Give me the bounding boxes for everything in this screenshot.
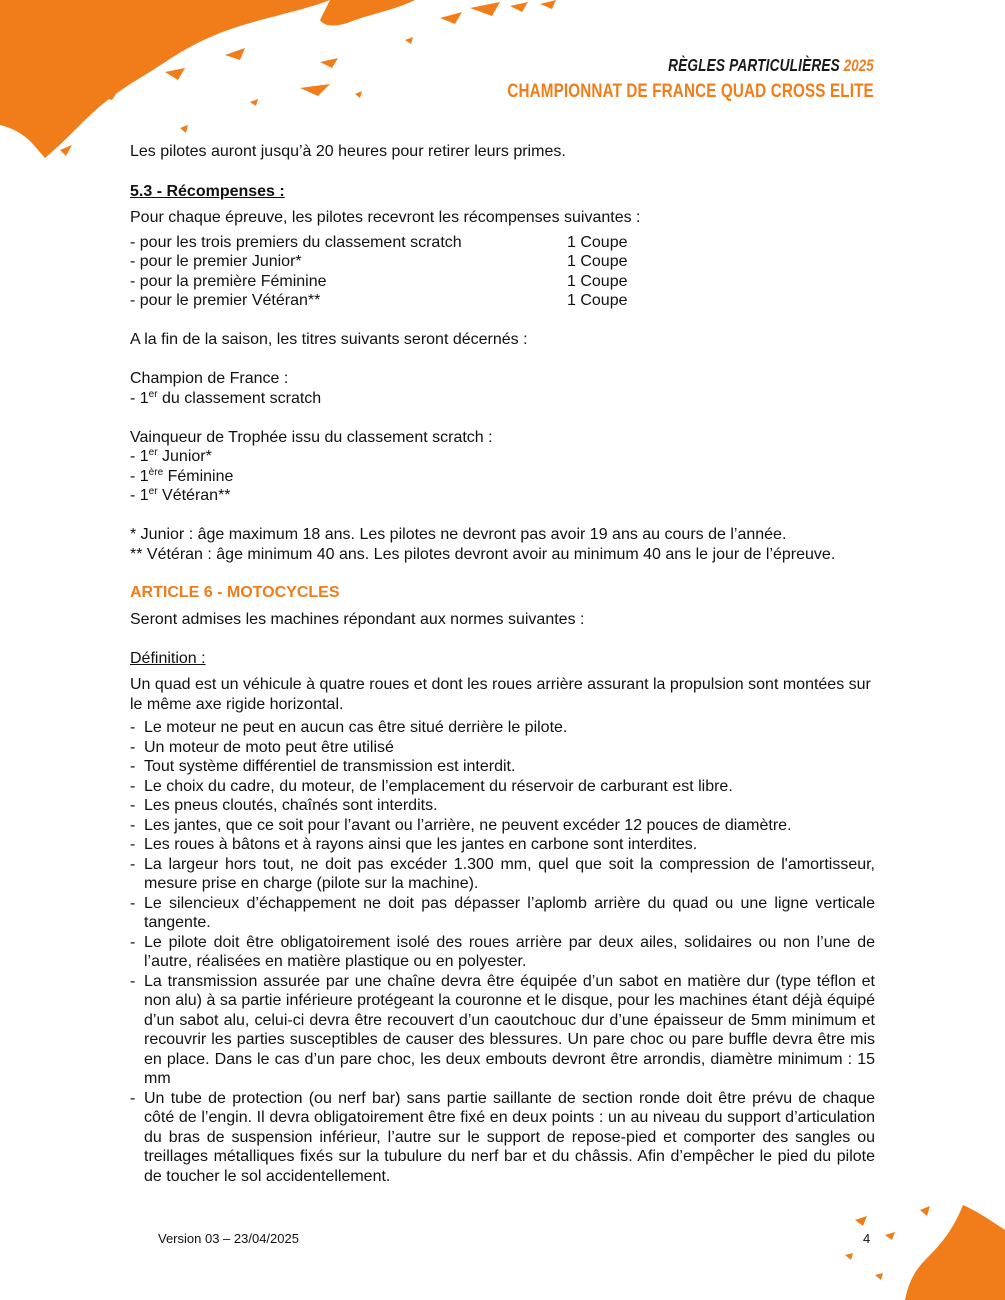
reward-value: 1 Coupe xyxy=(567,253,628,270)
trophy-rest: Vétéran** xyxy=(157,487,231,504)
rule-item: - La transmission assurée par une chaîne devra être équipée d’un sabot en matière dur (type téflon et non alu) à sa partie inférieure protégeant la couronne et le disque, pour les machines étant déjà équipé d’un sabot alu, celui-ci devra être recouvert d’un caoutchouc dur d’une épaisseur de 5mm minimum et recouvrir les parties susceptibles de causer des blessures. Un pare choc ou pare buffle devra être mis en place. Dans le cas d’un pare choc, les deux embouts devront être arrondis, diamètre minimum : 15 mm xyxy=(130,972,875,1089)
rule-item: - Un tube de protection (ou nerf bar) sans partie saillante de section ronde doit être prévu de chaque côté de l’engin. Il devra obligatoirement être fixé en deux points : un au niveau du support d’articulation du bras de suspension inférieur, l’autre sur le support de repose-pied et comporter des sangles ou treillages métalliques fixés sur la tubulure du nerf bar et du châssis. Afin d’empêcher le pied du pilote de toucher le sol accidentellement. xyxy=(130,1089,875,1187)
rule-item: - Le choix du cadre, du moteur, de l’emplacement du réservoir de carburant est libre. xyxy=(130,777,875,797)
rule-item: - Tout système différentiel de transmission est interdit. xyxy=(130,757,875,777)
header-title: RÈGLES PARTICULIÈRES xyxy=(668,55,841,75)
article-6-lead: Seront admises les machines répondant aux normes suivantes : xyxy=(130,610,585,628)
trophy-item xyxy=(130,467,875,487)
champion-rest: du classement scratch xyxy=(157,389,322,407)
definition-label-text: Définition : xyxy=(130,649,206,667)
rule-item: - Les jantes, que ce soit pour l’avant ou l’arrière, ne peuvent excéder 12 pouces de diamètre. xyxy=(130,816,875,836)
rule-item: - Les pneus cloutés, chaînés sont interdits. xyxy=(130,796,875,816)
page-number: 4 xyxy=(863,1231,871,1246)
trophy-sup: er xyxy=(148,447,158,458)
rule-item: - Un moteur de moto peut être utilisé xyxy=(130,738,875,758)
trophy-sup: ère xyxy=(148,466,164,478)
reward-value: 1 Coupe xyxy=(567,272,628,290)
trophy-sup: er xyxy=(148,486,158,497)
junior-note: * Junior : âge maximum 18 ans. Les pilotes ne devront pas avoir 19 ans au cours de l’année. xyxy=(130,526,787,543)
rule-item: - La largeur hors tout, ne doit pas excéder 1.300 mm, quel que soit la compression de l'amortisseur, mesure prise en charge (pilote sur la machine). xyxy=(130,855,875,894)
trophy-prefix: - 1 xyxy=(130,448,149,465)
rule-item: - Le silencieux d’échappement ne doit pas dépasser l’aplomb arrière du quad ou une ligne verticale tangente. xyxy=(130,894,875,933)
rewards-row xyxy=(130,233,875,253)
rule-item: - Les roues à bâtons et à rayons ainsi que les jantes en carbone sont interdites. xyxy=(130,835,875,855)
rule-item: - Le moteur ne peut en aucun cas être situé derrière le pilote. xyxy=(130,718,875,738)
rewards-lead: Pour chaque épreuve, les pilotes recevront les récompenses suivantes : xyxy=(130,209,641,226)
rewards-row xyxy=(130,272,875,292)
footer-version: Version 03 – 23/04/2025 xyxy=(158,1231,299,1246)
rule-item: - Le pilote doit être obligatoirement isolé des roues arrière par deux ailes, solidaires ou non l’une de l’autre, réalisées en matière plastique ou en polyester. xyxy=(130,933,875,972)
trophy-item xyxy=(130,447,875,467)
definition-text: Un quad est un véhicule à quatre roues et dont les roues arrière assurant la propulsion sont montées sur le même axe rigide horizontal. xyxy=(130,676,871,713)
season-titles-lead: A la fin de la saison, les titres suivants seront décernés : xyxy=(130,331,528,348)
rewards-table xyxy=(130,233,875,311)
document-header xyxy=(508,55,874,101)
intro-paragraph: Les pilotes auront jusqu’à 20 heures pour retirer leurs primes. xyxy=(130,143,566,160)
reward-label: - pour le premier Vétéran** xyxy=(130,292,321,309)
rewards-row xyxy=(130,291,875,311)
definition-label xyxy=(130,649,875,669)
champion-prefix: - 1 xyxy=(130,389,149,407)
orange-splash-bottom-decoration xyxy=(825,1180,1005,1300)
reward-label: - pour les trois premiers du classement scratch xyxy=(130,233,462,251)
champion-title: Champion de France : xyxy=(130,370,289,387)
champion-item xyxy=(130,389,875,409)
trophy-rest: Junior* xyxy=(157,448,212,465)
rewards-row xyxy=(130,252,875,272)
trophy-prefix: - 1 xyxy=(130,487,149,504)
page-body xyxy=(130,142,875,1186)
section-heading-5-3: 5.3 - Récompenses : xyxy=(130,182,285,200)
header-subtitle: CHAMPIONNAT DE FRANCE QUAD CROSS ELITE xyxy=(507,80,874,102)
trophy-rest: Féminine xyxy=(163,467,234,485)
reward-value: 1 Coupe xyxy=(567,233,628,251)
header-year: 2025 xyxy=(843,56,874,75)
article-6-heading: ARTICLE 6 - MOTOCYCLES xyxy=(130,584,340,601)
reward-label: - pour le premier Junior* xyxy=(130,253,302,270)
veteran-note: ** Vétéran : âge minimum 40 ans. Les pilotes devront avoir au minimum 40 ans le jour de l’épreuve. xyxy=(130,545,836,563)
trophy-prefix: - 1 xyxy=(130,467,149,485)
reward-value: 1 Coupe xyxy=(567,292,628,309)
reward-label: - pour la première Féminine xyxy=(130,272,327,290)
trophy-item xyxy=(130,486,875,506)
rules-list xyxy=(130,718,875,1186)
champion-sup: er xyxy=(148,388,158,400)
trophy-title: Vainqueur de Trophée issu du classement scratch : xyxy=(130,428,493,446)
